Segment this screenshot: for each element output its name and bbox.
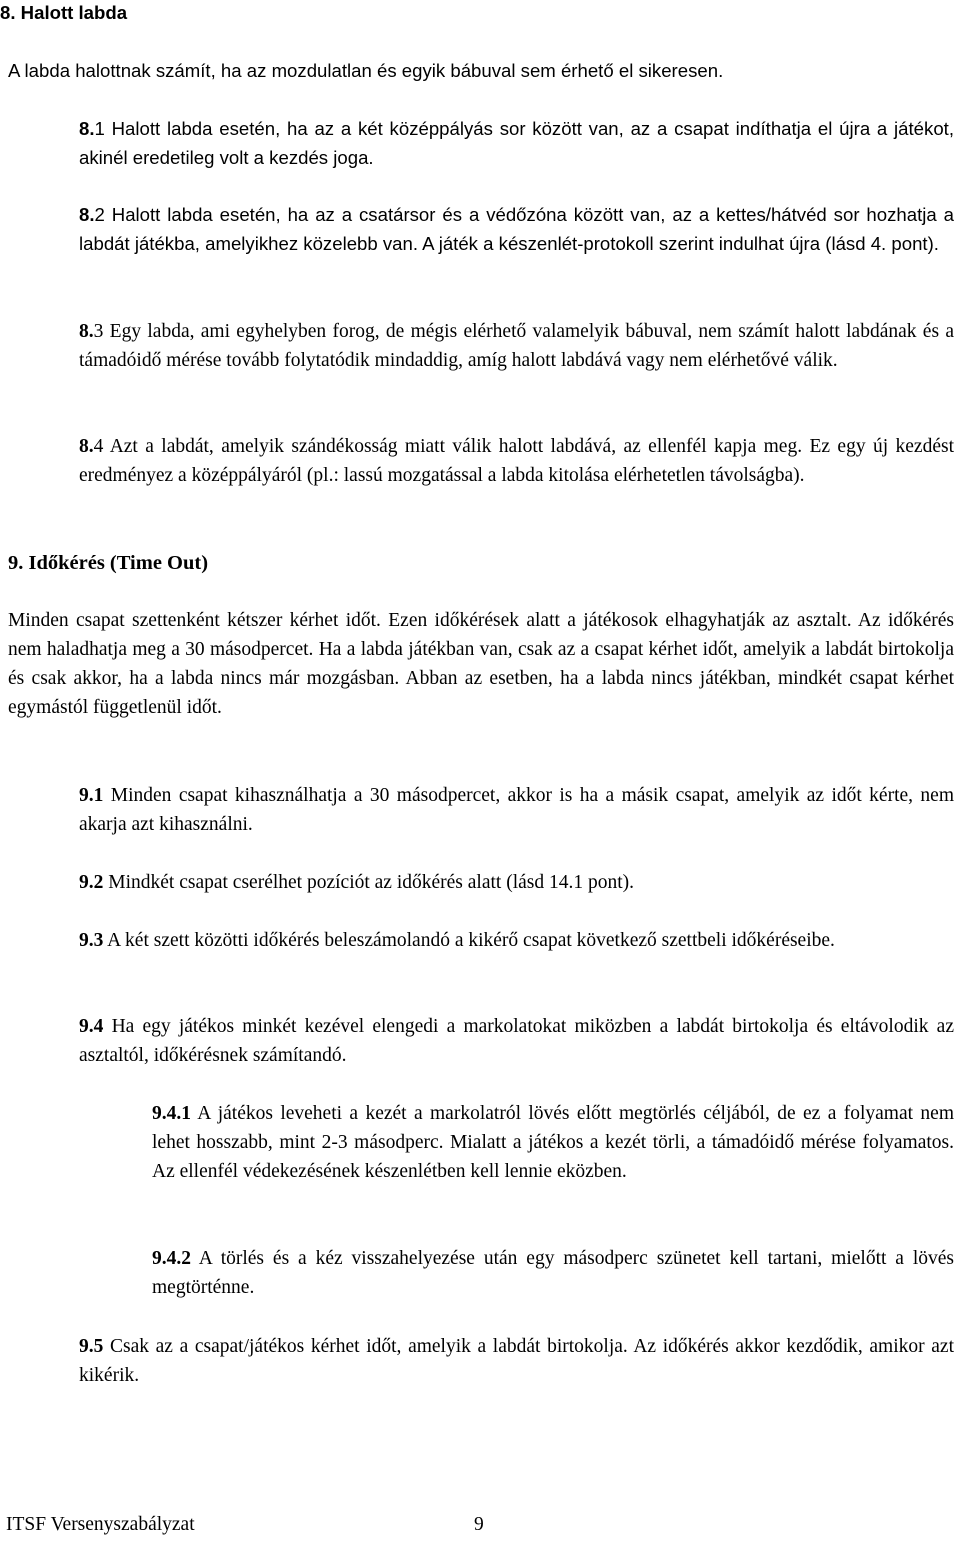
rule-text: 1 Halott labda esetén, ha az a két középpályás sor között van, az a csapat indíthatja el újra a játékot, akinél eredetileg volt a kezdés joga. xyxy=(79,118,954,168)
rule-number: 9.5 xyxy=(79,1336,104,1357)
rule-text: A két szett közötti időkérés beleszámolandó a kikérő csapat következő szettbeli időkéréseibe. xyxy=(103,930,835,951)
rule-text: 3 Egy labda, ami egyhelyben forog, de mégis elérhető valamelyik bábuval, nem számít halott labdának és a támadóidő mérése tovább folytatódik mindaddig, amíg halott labdává vagy nem elérhetővé válik. xyxy=(79,321,954,371)
rule-9-4-2 xyxy=(152,1244,954,1302)
rule-text: Ha egy játékos minkét kezével elengedi a markolatokat miközben a labdát birtokolja és eltávolodik az asztaltól, időkérésnek számítandó. xyxy=(79,1016,954,1066)
rule-number: 9.2 xyxy=(79,872,104,893)
rule-number: 9.4.2 xyxy=(152,1248,191,1269)
rule-number: 8. xyxy=(79,321,94,342)
rule-number: 9.3 xyxy=(79,930,104,951)
rule-text: Csak az a csapat/játékos kérhet időt, amelyik a labdát birtokolja. Az időkérés akkor kezdődik, amikor azt kikérik. xyxy=(79,1336,954,1386)
rule-number: 8. xyxy=(79,118,95,139)
page-number: 9 xyxy=(474,1514,484,1535)
rule-text: Mindkét csapat cserélhet pozíciót az időkérés alatt (lásd 14.1 pont). xyxy=(103,872,635,893)
rule-9-5 xyxy=(79,1332,954,1390)
rule-number: 8. xyxy=(79,204,95,225)
rule-text: 2 Halott labda esetén, ha az a csatársor és a védőzóna között van, az a kettes/hátvéd sor hozhatja a labdát játékba, amelyikhez közelebb van. A játék a készenlét-protokoll szerint indulhat újra (lásd 4. pont). xyxy=(79,204,954,254)
rule-number: 8. xyxy=(79,436,94,457)
rule-9-2 xyxy=(79,868,954,897)
rule-text: Minden csapat kihasználhatja a 30 másodpercet, akkor is ha a másik csapat, amelyik az időt kérte, nem akarja azt kihasználni. xyxy=(79,785,954,835)
rule-9-4-1 xyxy=(152,1099,954,1186)
rule-8-1 xyxy=(79,114,954,172)
rule-9-1 xyxy=(79,781,954,839)
rule-text: 4 Azt a labdát, amelyik szándékosság miatt válik halott labdává, az ellenfél kapja meg. Ez egy új kezdést eredményez a középpályáról (pl.: lassú mozgatással a labda kitolása elérhetetlen távolságba). xyxy=(79,436,954,486)
rule-number: 9.4.1 xyxy=(152,1103,191,1124)
rule-number: 9.4 xyxy=(79,1016,104,1037)
rule-8-4 xyxy=(79,432,954,490)
rule-9-4 xyxy=(79,1012,954,1070)
rule-8-2 xyxy=(79,200,954,258)
rule-text: A törlés és a kéz visszahelyezése után egy másodperc szünetet kell tartani, mielőtt a lövés megtörténne. xyxy=(152,1248,954,1298)
footer-title: ITSF Versenyszabályzat xyxy=(6,1514,195,1535)
rule-number: 9.1 xyxy=(79,785,104,806)
section-9-heading: 9. Időkérés (Time Out) xyxy=(8,552,209,574)
rule-text: A játékos leveheti a kezét a markolatról lövés előtt megtörlés céljából, de ez a folyamat nem lehet hosszabb, mint 2-3 másodperc. Mialatt a játékos a kezét törli, a támadóidő mérése folyamatos. Az ellenfél védekezésének készenlétben kell lennie eközben. xyxy=(152,1103,954,1182)
rule-9-3 xyxy=(79,926,954,955)
section-8-intro: A labda halottnak számít, ha az mozdulatlan és egyik bábuval sem érhető el sikeresen. xyxy=(8,60,724,81)
section-9-intro: Minden csapat szettenként kétszer kérhet időt. Ezen időkérések alatt a játékosok elhagyhatják az asztalt. Az időkérés nem haladhatja meg a 30 másodpercet. Ha a labda játékban van, csak az a csapat kérhet időt, amelyik a labdát birtokolja és csak akkor, ha a labda nincs már mozgásban. Abban az esetben, ha a labda nincs játékban, mindkét csapat kérhet egymástól függetlenül időt. xyxy=(8,610,954,718)
section-8-heading: 8. Halott labda xyxy=(0,2,128,23)
rule-8-3 xyxy=(79,317,954,375)
